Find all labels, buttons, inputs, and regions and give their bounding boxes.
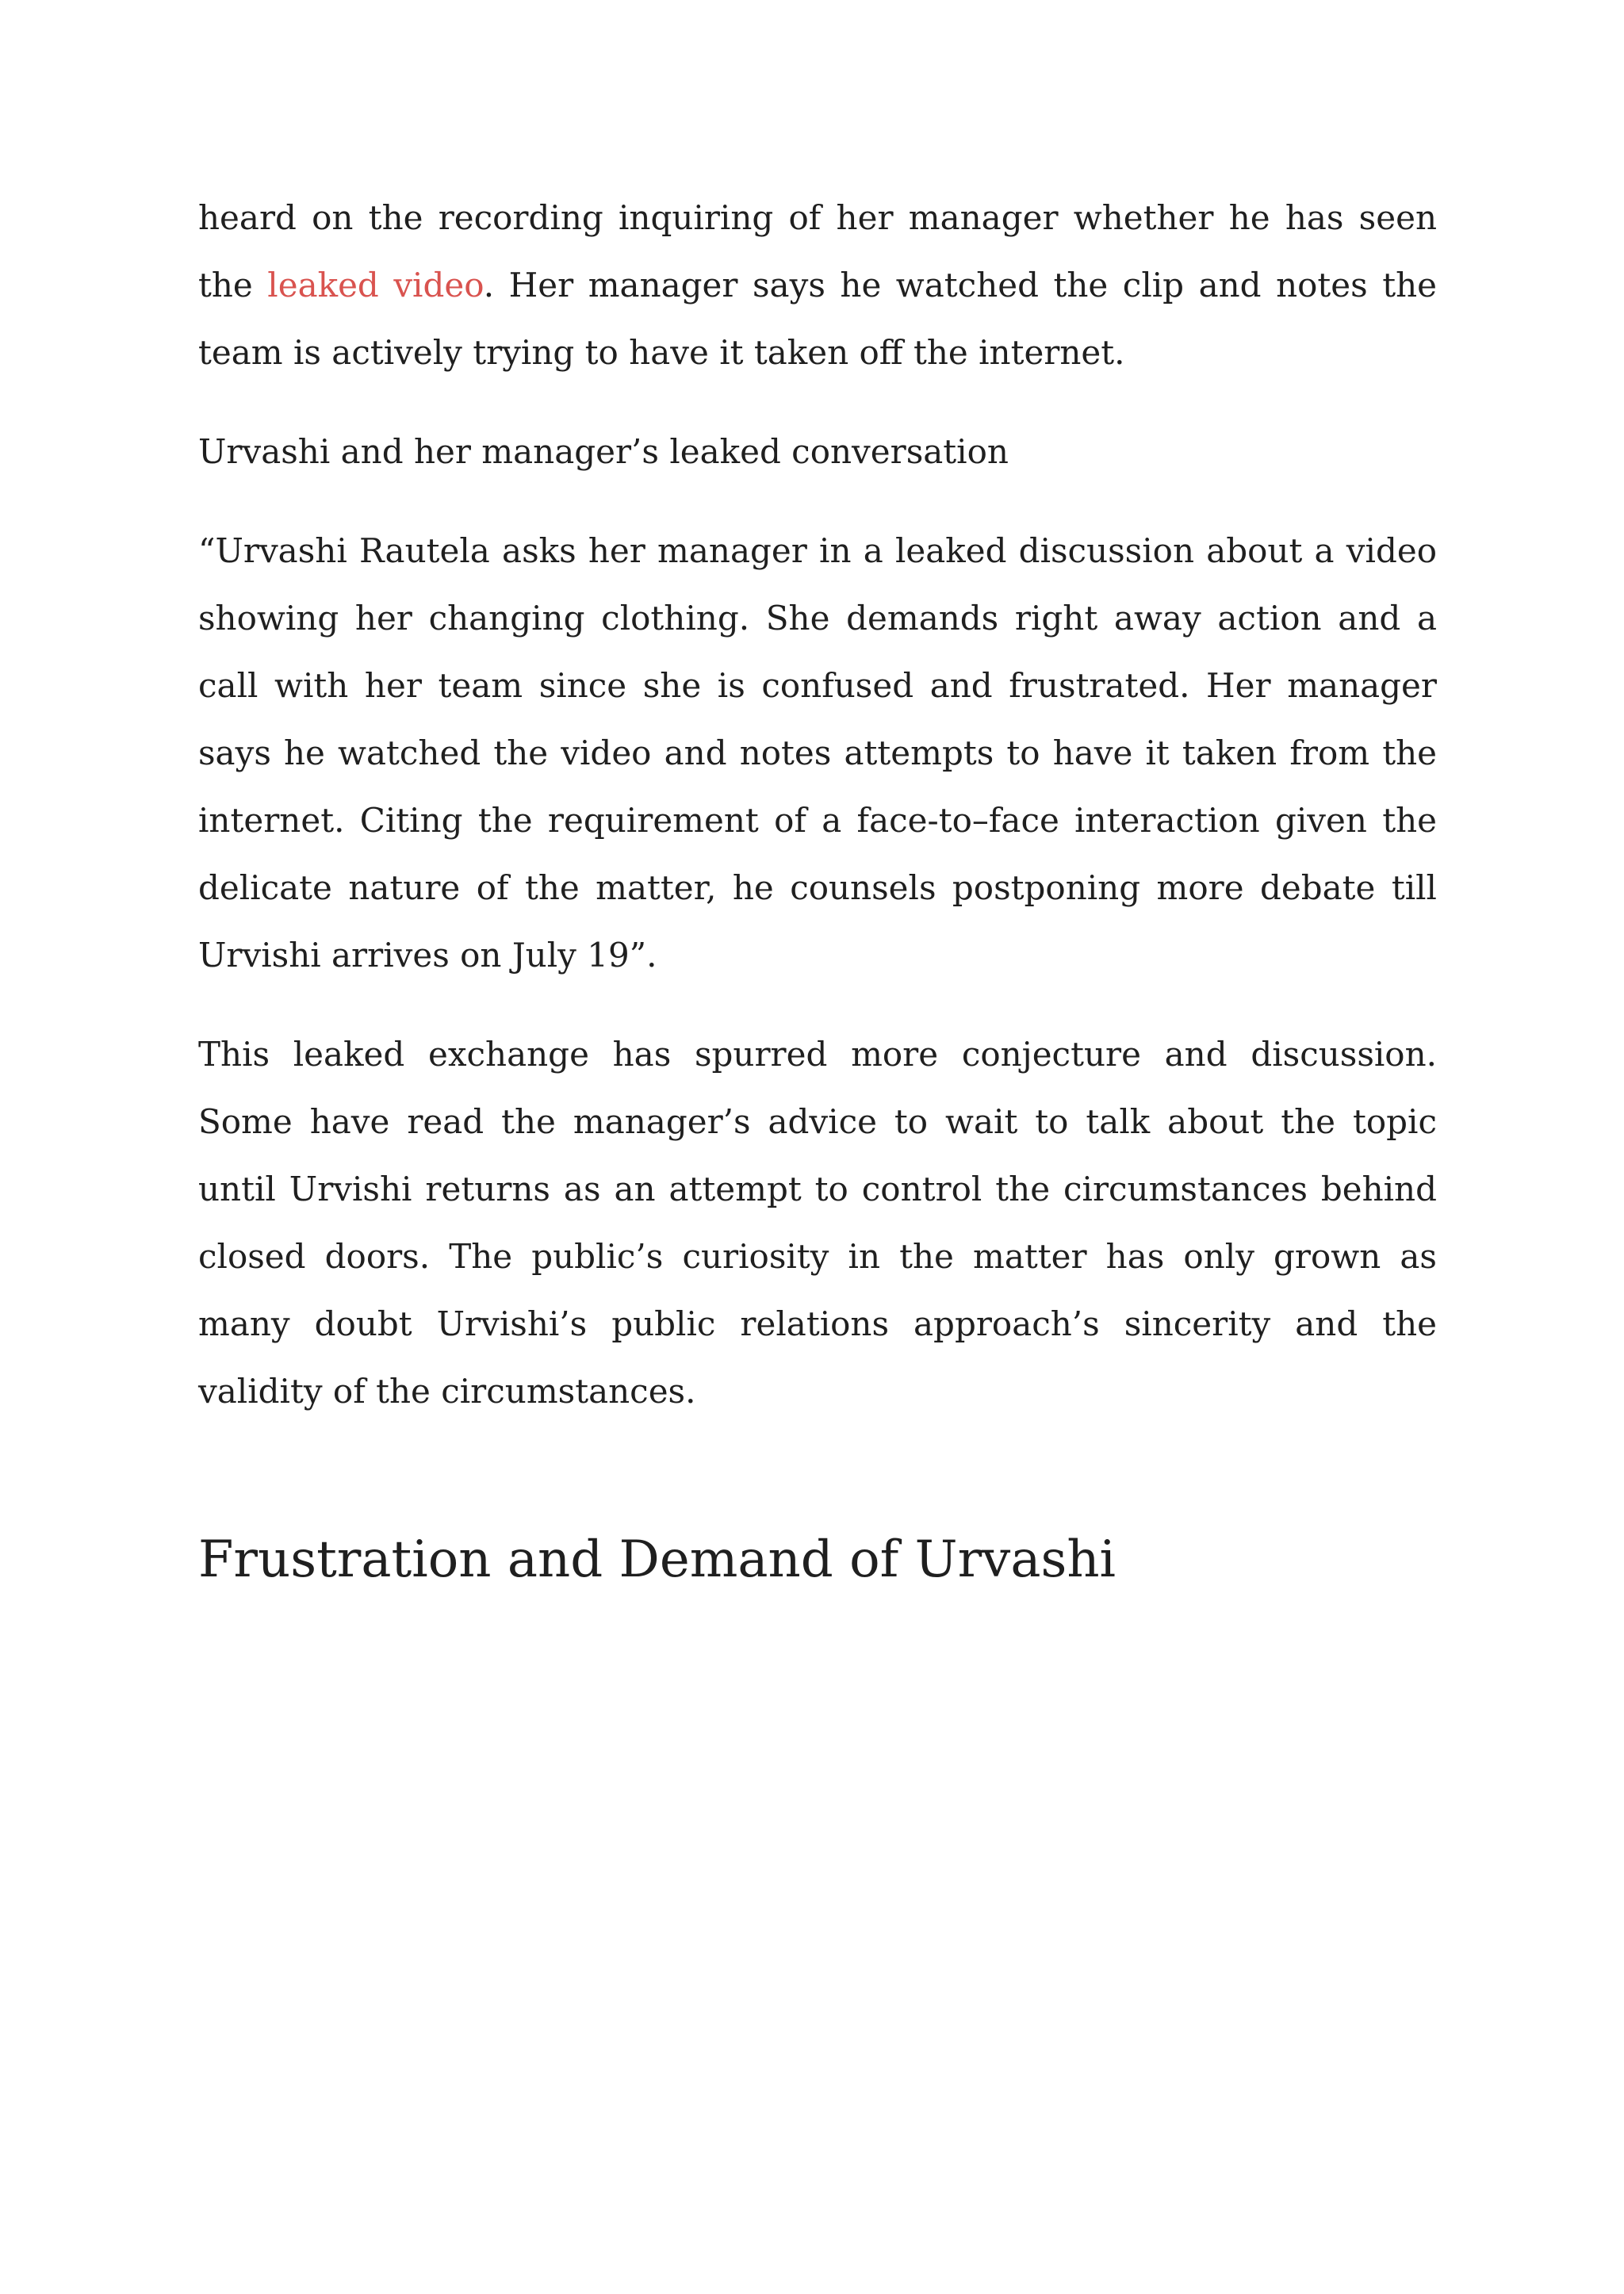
- paragraph-analysis: This leaked exchange has spurred more conjecture and discussion. Some have read the manager’s advice to wait to talk about the topic until Urvishi returns as an attempt to control the circumstances behind closed doors. The public’s curiosity in the matter has only grown as many doubt Urvishi’s public relations approach’s sincerity and the validity of the circumstances.: [198, 1035, 1437, 1411]
- leaked-video-link[interactable]: leaked video: [267, 266, 484, 304]
- section-heading: Frustration and Demand of Urvashi: [198, 1530, 1116, 1589]
- quote-paragraph: “Urvashi Rautela asks her manager in a leaked discussion about a video showing her changing clothing. She demands right away action and a call with her team since she is confused and frustrated. Her manager says he watched the video and notes attempts to have it taken from the internet. Citing the requirement of a face-to–face interaction given the delicate nature of the matter, he counsels postponing more debate till Urvishi arrives on July 19”.: [198, 531, 1437, 975]
- section-subheading: Urvashi and her manager’s leaked conversation: [198, 432, 1009, 471]
- paragraph-intro: [198, 184, 1437, 386]
- paragraph-intro-end: . Her manager says he watched the clip and notes the team is actively trying to have it taken off the internet.: [198, 266, 1437, 372]
- paragraph-intro-start: heard on the recording inquiring of her manager whether he has seen the: [198, 198, 1437, 304]
- article-body: [198, 184, 1437, 1591]
